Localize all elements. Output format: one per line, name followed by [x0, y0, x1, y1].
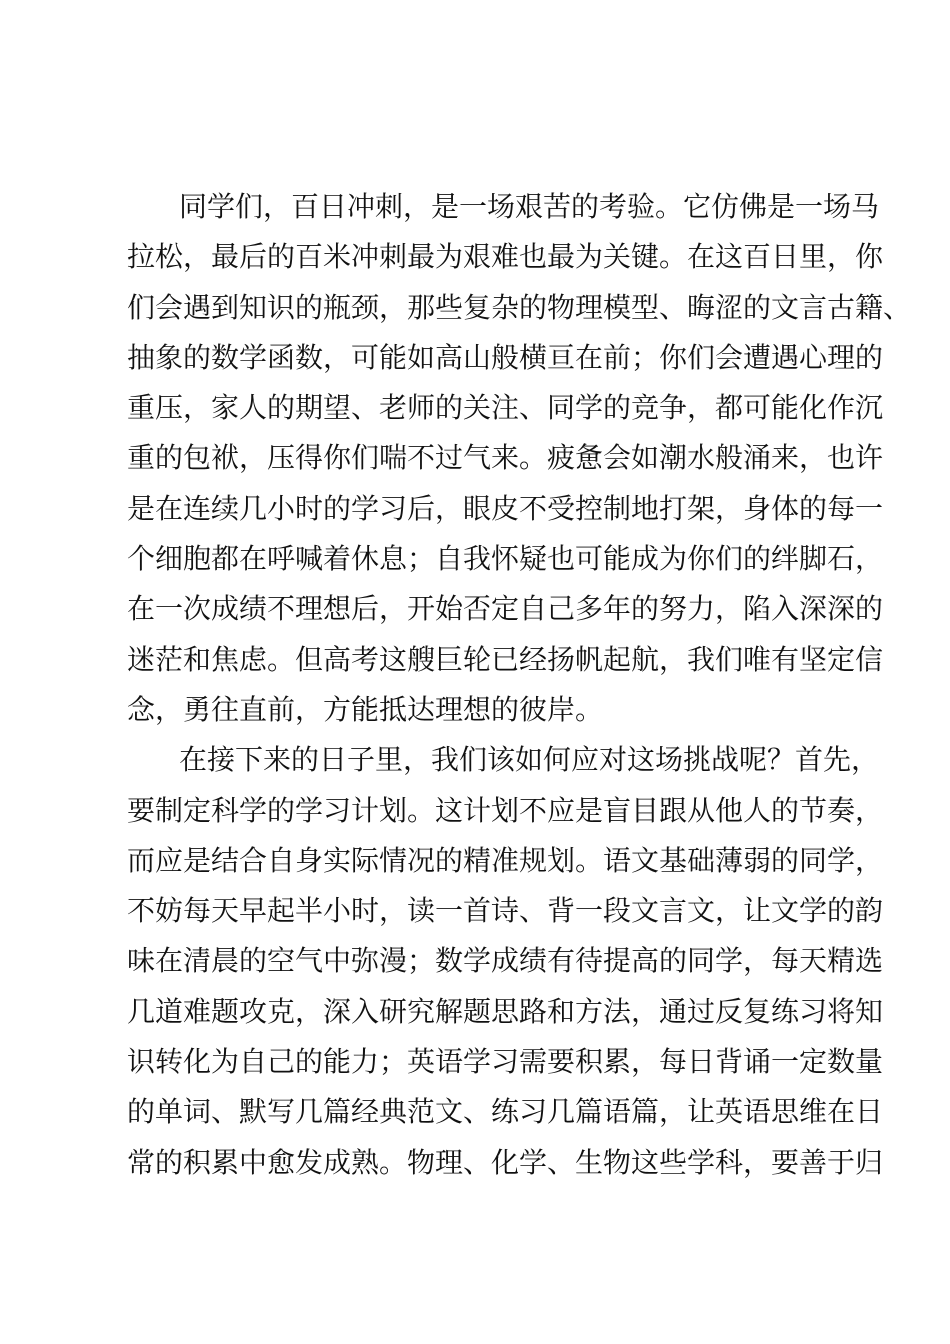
paragraph-line: 同学们，百日冲刺，是一场艰苦的考验。它仿佛是一场马	[179, 190, 880, 223]
paragraph-line: 念，勇往直前，方能抵达理想的彼岸。	[127, 692, 604, 726]
paragraph-line: 们会遇到知识的瓶颈，那些复杂的物理模型、晦涩的文言古籍、	[127, 290, 912, 324]
paragraph-line: 个细胞都在呼喊着休息；自我怀疑也可能成为你们的绊脚石，	[127, 542, 884, 576]
paragraph-line: 抽象的数学函数，可能如高山般横亘在前；你们会遭遇心理的	[127, 340, 884, 374]
paragraph-line: 常的积累中愈发成熟。物理、化学、生物这些学科，要善于归	[127, 1145, 884, 1179]
paragraph-line: 是在连续几小时的学习后，眼皮不受控制地打架，身体的每一	[127, 491, 884, 525]
paragraph-line: 在一次成绩不理想后，开始否定自己多年的努力，陷入深深的	[127, 592, 884, 626]
paragraph-line: 重的包袱，压得你们喘不过气来。疲惫会如潮水般涌来，也许	[127, 441, 884, 475]
paragraph-line: 的单词、默写几篇经典范文、练习几篇语篇，让英语思维在日	[127, 1095, 884, 1129]
paragraph-line: 而应是结合自身实际情况的精准规划。语文基础薄弱的同学，	[127, 843, 884, 877]
paragraph-line: 要制定科学的学习计划。这计划不应是盲目跟从他人的节奏，	[127, 793, 884, 827]
paragraph-line: 在接下来的日子里，我们该如何应对这场挑战呢？首先，	[179, 743, 880, 777]
paragraph-line: 不妨每天早起半小时，读一首诗、背一段文言文，让文学的韵	[127, 894, 884, 928]
document-body	[127, 182, 912, 1188]
paragraph-2	[127, 735, 884, 1188]
paragraph-line: 味在清晨的空气中弥漫；数学成绩有待提高的同学，每天精选	[127, 944, 884, 978]
paragraph-line: 拉松，最后的百米冲刺最为艰难也最为关键。在这百日里，你	[127, 240, 884, 274]
paragraph-line: 识转化为自己的能力；英语学习需要积累，每日背诵一定数量	[127, 1045, 884, 1079]
paragraph-line: 迷茫和焦虑。但高考这艘巨轮已经扬帆起航，我们唯有坚定信	[127, 642, 884, 676]
paragraph-1	[127, 182, 912, 735]
paragraph-line: 重压，家人的期望、老师的关注、同学的竞争，都可能化作沉	[127, 391, 884, 425]
paragraph-line: 几道难题攻克，深入研究解题思路和方法，通过反复练习将知	[127, 994, 884, 1028]
